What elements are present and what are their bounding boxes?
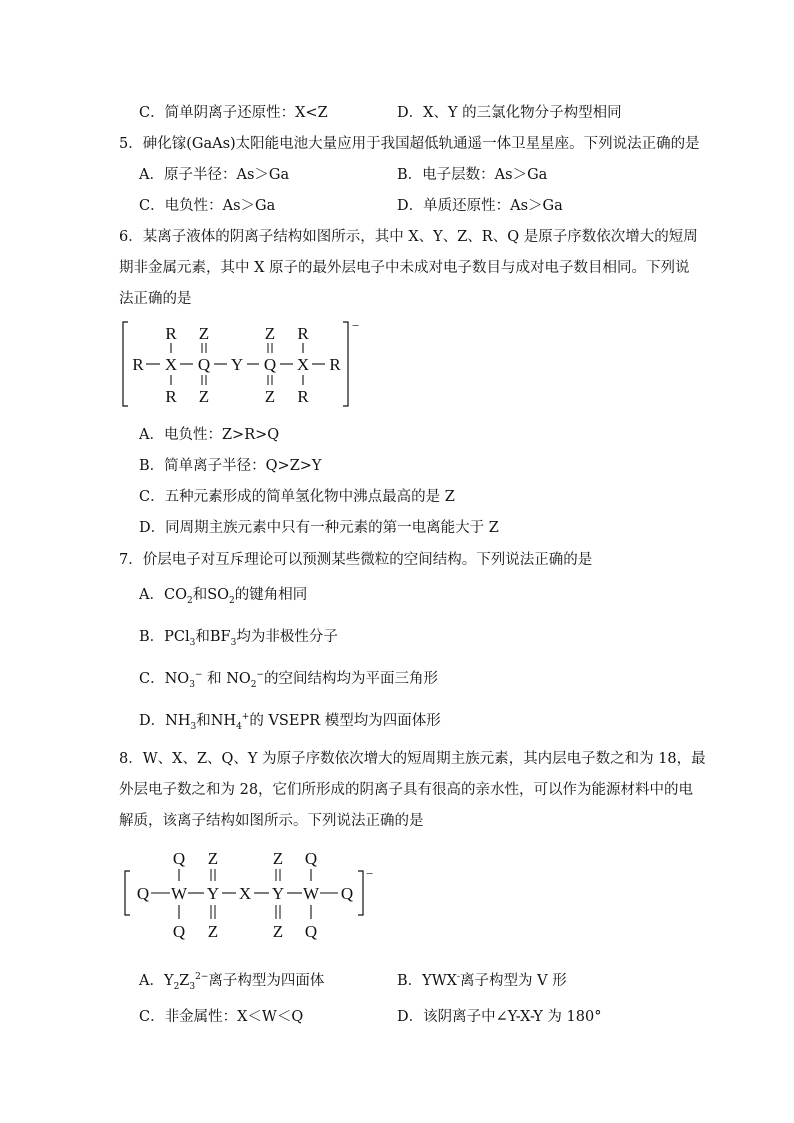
q5-stem: 5．砷化镓(GaAs)太阳能电池大量应用于我国超低轨通遥一体卫星星座。下列说法正确的是 [119,136,700,152]
q8-stem-line2: 外层电子数之和为 28，它们所形成的阴离子具有很高的亲水性，可以作为能源材料中的电 [119,782,694,798]
q6-atom-r-top-right: R [297,324,309,343]
q5-option-c: C．电负性：As＞Ga [139,198,276,214]
q6-option-a: A．电负性：Z>R>Q [139,427,280,443]
q8-option-a: A．$Y_2Z_3^{2-}$离子构型为四面体 [139,972,325,992]
q8-stem-line1: 8．W、X、Z、Q、Y 为原子序数依次增大的短周期主族元素，其内层电子数之和为 18，最 [119,751,706,767]
q7-stem: 7．价层电子对互斥理论可以预测某些微粒的空间结构。下列说法正确的是 [119,552,593,568]
q6-atom-r-bottom-left: R [165,387,177,406]
q8-atom-q-top-left: Q [172,849,186,868]
q8-atom-w-left: W [170,884,188,903]
q6-atom-y: Y [230,355,244,374]
q6-option-c: C．五种元素形成的简单氢化物中沸点最高的是 Z [139,489,455,505]
q6-atom-r-left: R [132,355,144,374]
q6-atom-r-bottom-right: R [297,387,309,406]
q6-option-b: B．简单离子半径：Q>Z>Y [139,458,322,474]
q7-option-c: C．$NO_3^-$ 和 $NO_2^-$的空间结构均为平面三角形 [139,670,439,690]
q8-atom-z-top-right: Z [272,849,284,868]
q6-atom-x-left: X [164,355,178,374]
q8-anion-structure [118,845,378,945]
q6-atom-r-right: R [329,355,341,374]
q8-atom-y-left: Y [206,884,220,903]
q5-option-d: D．单质还原性：As＞Ga [397,198,563,214]
q4-option-c: C．简单阴离子还原性：X<Z [139,105,328,121]
q5-option-b: B．电子层数：As＞Ga [397,167,548,183]
q8-atom-q-right: Q [340,884,354,903]
q6-option-d: D．同周期主族元素中只有一种元素的第一电离能大于 Z [139,520,499,536]
q8-option-b: B．YWX-离子构型为 V 形 [397,972,567,989]
q8-atom-z-bottom-right: Z [272,922,284,941]
q7-option-b: B．PCl$_3$和$BF_3$均为非极性分子 [139,629,338,648]
q8-atom-y-right: Y [271,884,285,903]
q6-atom-q-right: Q [263,355,277,374]
q6-atom-z-top-right: Z [264,324,276,343]
q8-charge: − [366,866,374,881]
q6-atom-z-bottom-right: Z [264,387,276,406]
q6-atom-x-right: X [296,355,310,374]
q8-atom-q-left: Q [136,884,150,903]
q6-atom-z-top-left: Z [198,324,210,343]
q6-stem-line1: 6．某离子液体的阴离子结构如图所示，其中 X、Y、Z、R、Q 是原子序数依次增大的短周 [119,229,698,245]
q6-stem-line3: 法正确的是 [119,291,192,307]
q6-charge: − [352,318,360,333]
q8-atom-z-bottom-left: Z [207,922,219,941]
q8-atom-z-top-left: Z [207,849,219,868]
q8-option-d: D．该阴离子中∠Y-X-Y 为 180° [397,1009,602,1025]
q8-atom-q-bottom-right: Q [304,922,318,941]
q8-atom-q-top-right: Q [304,849,318,868]
q6-atom-r-top-left: R [165,324,177,343]
q7-option-d: D．$NH_3$和$NH_4^+$的 VSEPR 模型均为四面体形 [139,712,441,732]
q6-atom-q-left: Q [197,355,211,374]
q8-stem-line3: 解质，该离子结构如图所示。下列说法正确的是 [119,813,424,829]
q6-stem-line2: 期非金属元素，其中 X 原子的最外层电子中未成对电子数目与成对电子数目相同。下列说 [119,260,690,276]
q6-atom-z-bottom-left: Z [198,387,210,406]
q4-option-d: D．X、Y 的三氯化物分子构型相同 [397,105,622,121]
q7-option-a: A．$CO_2$和$SO_2$的键角相同 [139,587,308,606]
q8-atom-x: X [238,884,252,903]
q5-option-a: A．原子半径：As＞Ga [139,167,290,183]
q8-atom-w-right: W [302,884,320,903]
q8-option-c: C．非金属性：X＜W＜Q [139,1009,304,1025]
q6-anion-structure [118,318,368,412]
q8-atom-q-bottom-left: Q [172,922,186,941]
